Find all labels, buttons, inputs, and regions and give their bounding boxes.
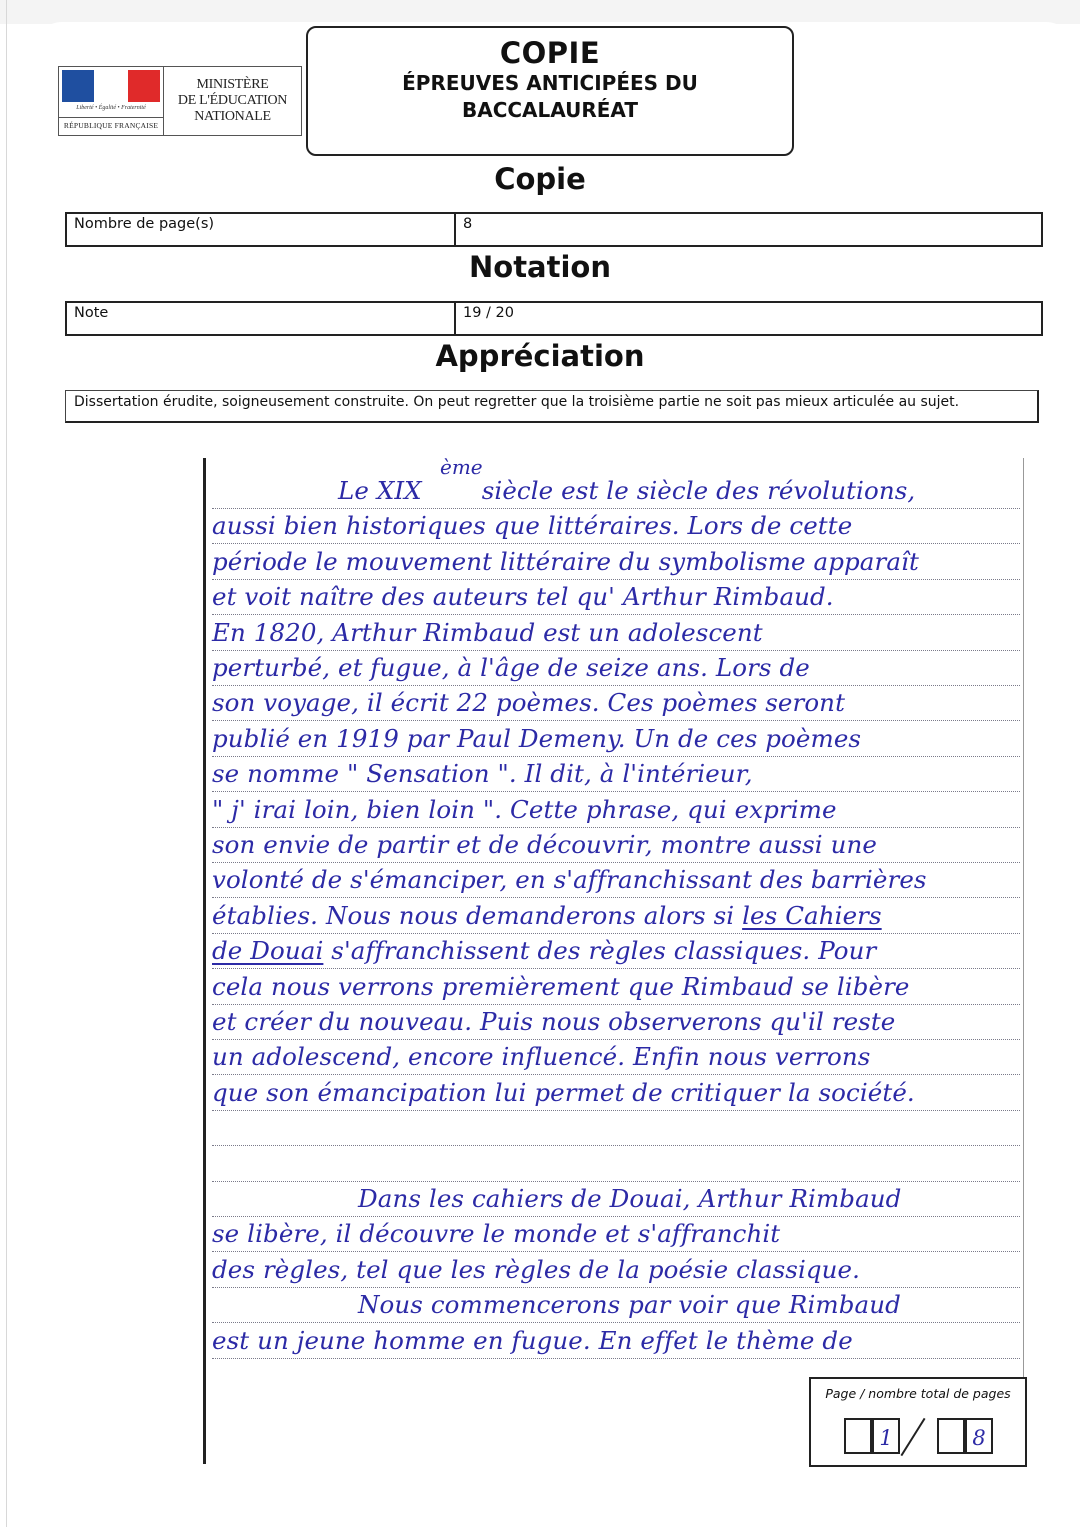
copie-heading: Copie	[494, 162, 586, 196]
handwriting-superscript: ème	[440, 455, 483, 479]
handwriting-line: aussi bien historiques que littéraires. Lors de cette	[212, 511, 853, 540]
handwriting-line: perturbé, et fugue, à l'âge de seize ans. Lors de	[212, 653, 810, 682]
page-cell-blank	[844, 1418, 872, 1454]
republic-motto: Liberté • Égalité • Fraternité	[76, 105, 146, 111]
ruled-line	[212, 1145, 1020, 1146]
page-count-value: 8	[463, 216, 473, 232]
handwriting-line: Dans les cahiers de Douai, Arthur Rimbaud	[358, 1184, 902, 1213]
handwriting-line: se nomme " Sensation ". Il dit, à l'intérieur,	[212, 759, 753, 788]
margin-line	[203, 458, 206, 1464]
page-number-label: Page / nombre total de pages	[825, 1386, 1011, 1401]
total-cell-blank	[937, 1418, 965, 1454]
page-count-label: Nombre de page(s)	[67, 214, 456, 245]
handwriting-line: son voyage, il écrit 22 poèmes. Ces poèmes seront	[212, 688, 846, 717]
exam-subtitle-line-2: BACCALAURÉAT	[461, 98, 639, 122]
handwriting-line: Le XIX siècle est le siècle des révolutions,	[338, 476, 916, 505]
grade-value: 19 / 20	[463, 305, 515, 321]
current-page-value: 1	[872, 1418, 900, 1454]
appreciation-heading: Appréciation	[435, 339, 645, 373]
grade-row	[65, 301, 1043, 336]
page-count-row	[65, 212, 1043, 247]
handwriting-line: cela nous verrons premièrement que Rimbaud se libère	[212, 972, 910, 1001]
handwriting-line: se libère, il découvre le monde et s'affranchit	[212, 1219, 781, 1248]
page-top-margin	[0, 0, 1080, 24]
grade-label: Note	[67, 303, 456, 334]
handwriting-line: Nous commencerons par voir que Rimbaud	[358, 1290, 901, 1319]
ministry-line-3: NATIONALE	[194, 109, 271, 124]
ministry-name	[164, 67, 301, 135]
handwriting-line: et voit naître des auteurs tel qu' Arthur Rimbaud.	[212, 582, 834, 611]
handwriting-line: de Douai s'affranchissent des règles classiques. Pour	[212, 936, 877, 965]
page-number-box	[809, 1377, 1027, 1467]
exam-subtitle-line-1: ÉPREUVES ANTICIPÉES DU	[402, 71, 698, 95]
handwriting-line: En 1820, Arthur Rimbaud est un adolescent	[212, 618, 763, 647]
page-separator-slash	[900, 1418, 925, 1456]
handwriting-line: " j' irai loin, bien loin ". Cette phrase, qui exprime	[212, 795, 837, 824]
appreciation-text: Dissertation érudite, soigneusement construite. On peut regretter que la troisième partie ne soit pas mieux articulée au sujet.	[65, 390, 1039, 423]
handwriting-line: son envie de partir et de découvrir, montre aussi une	[212, 830, 877, 859]
exam-title: COPIE	[499, 36, 601, 70]
notation-heading: Notation	[469, 250, 611, 284]
handwriting-line: période le mouvement littéraire du symbolisme apparaît	[212, 547, 919, 576]
handwriting-line: établies. Nous nous demanderons alors si les Cahiers	[212, 901, 882, 930]
exam-title-box	[306, 26, 794, 156]
handwriting-line: est un jeune homme en fugue. En effet le thème de	[212, 1326, 853, 1355]
ministry-line-2: DE L'ÉDUCATION	[177, 93, 288, 108]
french-flag-icon	[62, 70, 160, 102]
handwriting-line: volonté de s'émanciper, en s'affranchissant des barrières	[212, 865, 927, 894]
handwriting-line: et créer du nouveau. Puis nous observerons qu'il reste	[212, 1007, 896, 1036]
page-left-edge	[6, 0, 7, 1527]
republique-francaise-label: RÉPUBLIQUE FRANÇAISE	[59, 117, 163, 130]
ministry-line-1: MINISTÈRE	[196, 77, 269, 92]
handwriting-line: que son émancipation lui permet de critiquer la société.	[212, 1078, 915, 1107]
handwriting-line: publié en 1919 par Paul Demeny. Un de ces poèmes	[212, 724, 862, 753]
book-title-underlined: les Cahiers	[742, 901, 882, 930]
handwriting-line: des règles, tel que les règles de la poésie classique.	[212, 1255, 861, 1284]
total-pages-value: 8	[965, 1418, 993, 1454]
marianne-logo	[59, 67, 164, 135]
handwriting-line: un adolescend, encore influencé. Enfin nous verrons	[212, 1042, 871, 1071]
ministry-logo	[58, 66, 302, 136]
book-title-underlined: de Douai	[212, 936, 324, 965]
